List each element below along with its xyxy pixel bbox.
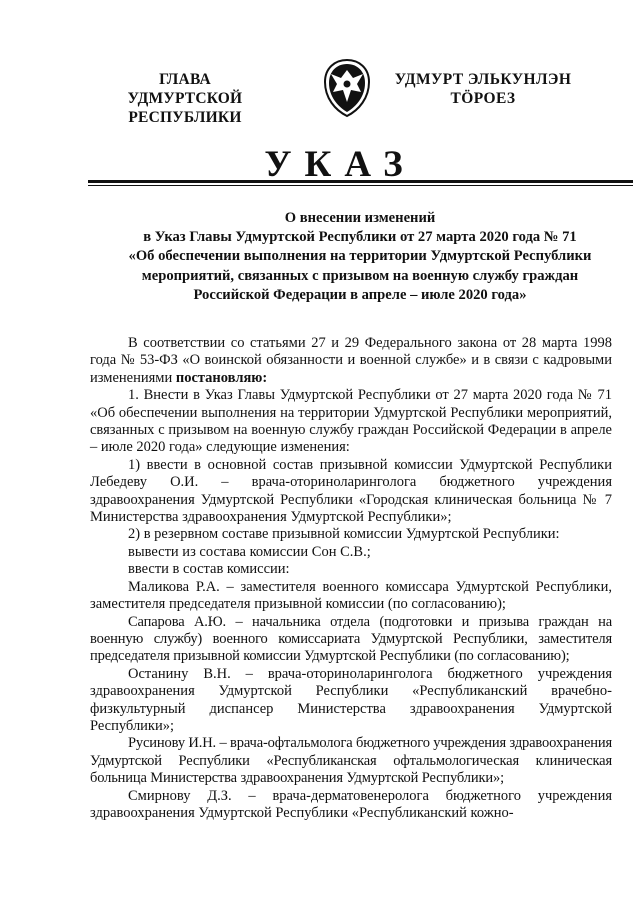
paragraph-subitem-1: 1) ввести в основной состав призывной комиссии Удмуртской Республики Лебедеву О.И. – врача-оториноларинголога бюджетного учреждения здравоохранения Удмуртской Республики «Городская клиническая больница № 7 Министерства здравоохранения Удмуртской Республики»;: [90, 456, 612, 526]
subject-line: «Об обеспечении выполнения на территории Удмуртской Республики: [128, 248, 592, 265]
header-right-title: [378, 70, 588, 108]
resolution-keyword: постановляю:: [175, 369, 268, 386]
paragraph-remove: вывести из состава комиссии Сон С.В.;: [128, 543, 371, 560]
paragraph-member-smirnova: Смирнову Д.З. – врача-дерматовенеролога бюджетного учреждения здравоохранения Удмуртской Республики «Республиканский кожно-: [90, 787, 612, 821]
paragraph-member-rusinova: Русинову И.Н. – врача-офтальмолога бюджетного учреждения здравоохранения Удмуртской Республики «Республиканская офтальмологическая клиническая больница Министерства здравоохранения Удмуртской Республики»;: [90, 735, 612, 787]
paragraph-member-malikov: Маликова Р.А. – заместителя военного комиссара Удмуртской Республики, заместителя председателя призывной комиссии (по согласованию);: [90, 578, 612, 613]
paragraph-preamble: [90, 335, 612, 387]
subject-line: в Указ Главы Удмуртской Республики от 27 марта 2020 года № 71: [143, 229, 577, 246]
header-left-line1: ГЛАВА: [159, 71, 211, 88]
subject-line: О внесении изменений: [284, 210, 436, 226]
paragraph-member-saparov: Сапарова А.Ю. – начальника отдела (подготовки и призыва граждан на военную службу) военного комиссариата Удмуртской Республики, заместителя председателя призывной комиссии Удмуртской Республики (по согласованию);: [90, 613, 612, 665]
header-right-line2: ТӦРОЕЗ: [450, 90, 516, 107]
header-right-line1: УДМУРТ ЭЛЬКУНЛЭН: [394, 71, 572, 88]
decree-subject: [90, 209, 630, 305]
paragraph-member-ostanina: Останину В.Н. – врача-оториноларинголога бюджетного учреждения здравоохранения Удмуртской Республики «Республиканский врачебно-физкультурный диспансер Министерства здравоохранения Удмуртской Республики»;: [90, 665, 612, 734]
paragraph-subitem-2: 2) в резервном составе призывной комиссии Удмуртской Республики:: [128, 526, 560, 543]
subject-line: Российской Федерации в апреле – июле 2020 года»: [193, 286, 527, 303]
document-title: УКАЗ: [264, 144, 416, 185]
paragraph-item-1: 1. Внести в Указ Главы Удмуртской Республики от 27 марта 2020 года № 71 «Об обеспечении выполнения на территории Удмуртской Республики мероприятий, связанных с призывом на военную службу граждан Российской Федерации в апреле – июле 2020 года» следующие изменения:: [90, 387, 612, 456]
subject-line: мероприятий, связанных с призывом на военную службу граждан: [141, 267, 579, 284]
document-header: [0, 58, 640, 128]
paragraph-add: ввести в состав комиссии:: [128, 561, 290, 578]
header-left-title: [70, 70, 300, 127]
decree-body: [90, 335, 612, 822]
preamble-text: В соответствии со статьями 27 и 29 Федерального закона от 28 марта 1998 года № 53-ФЗ «О воинской обязанности и военной службе» и в связи с кадровыми изменениями: [90, 335, 612, 386]
header-left-line2: УДМУРТСКОЙ РЕСПУБЛИКИ: [127, 90, 243, 126]
udmurt-emblem-icon: [323, 58, 371, 118]
